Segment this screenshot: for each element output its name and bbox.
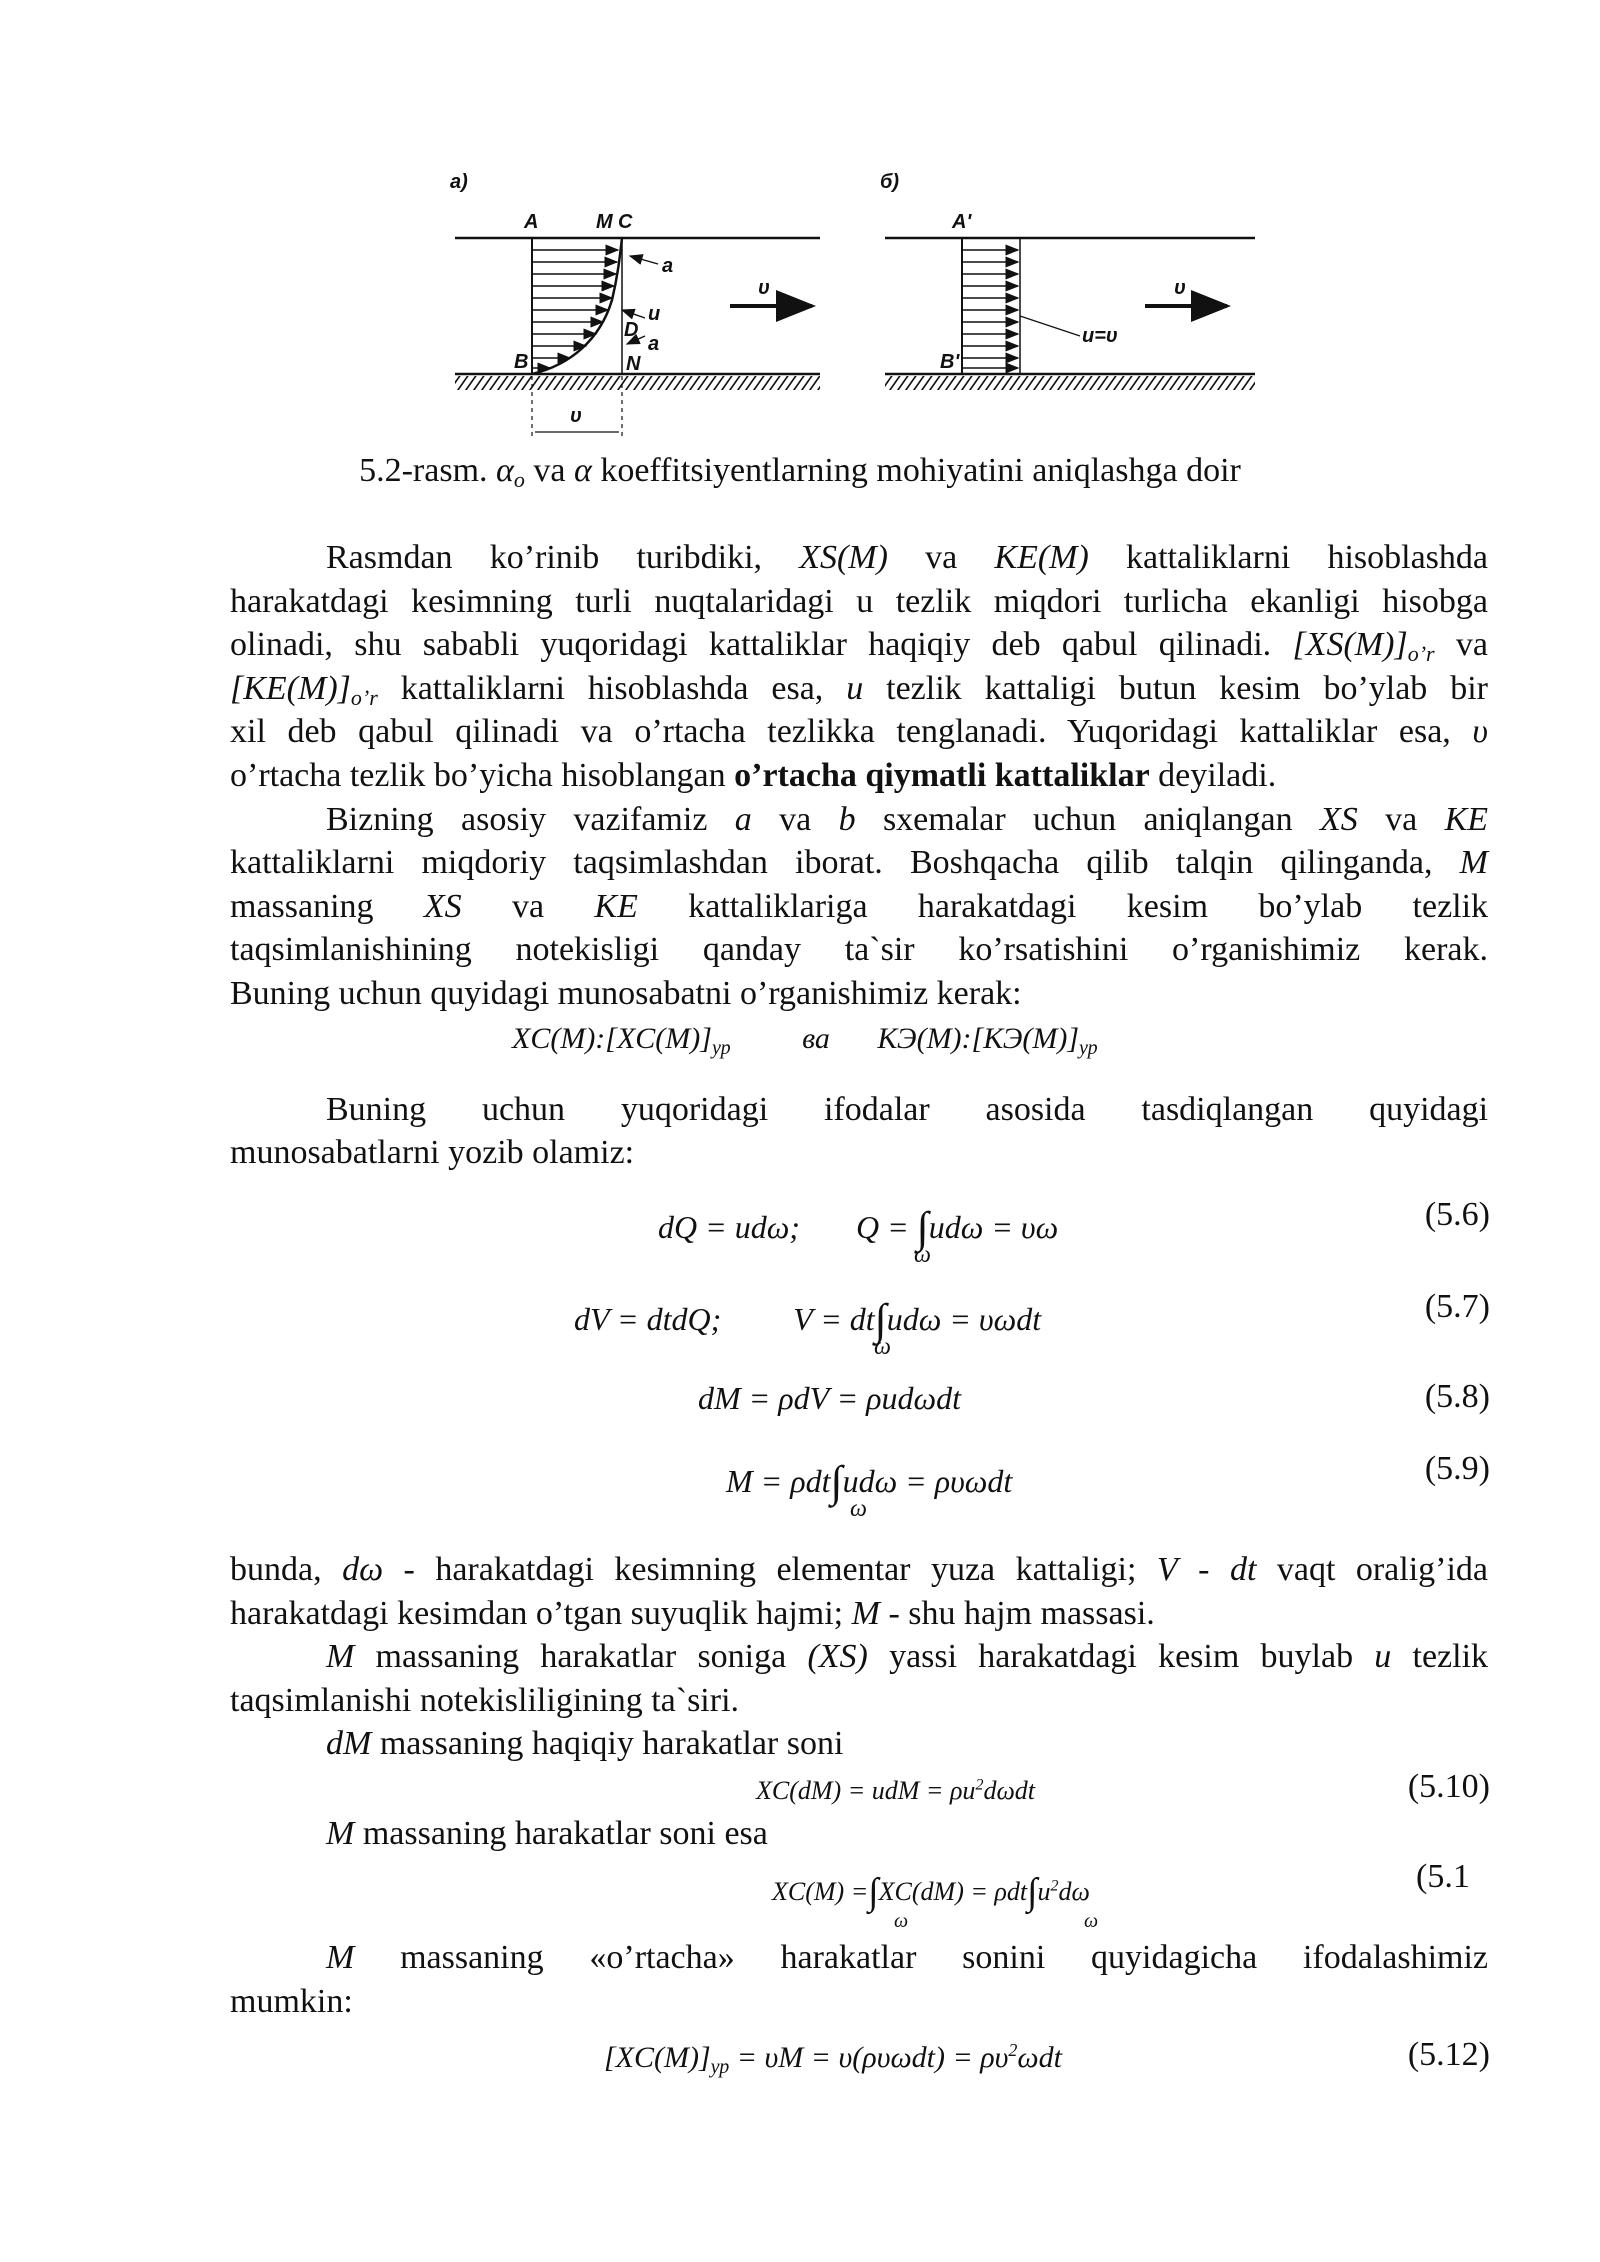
panel-b: [880, 171, 1255, 390]
equation-5-9: M = ρdt∫udω = ρυωdt: [726, 1457, 1013, 1506]
arrow-a-bottom-label: a: [648, 333, 660, 355]
equation-5-9-number: (5.9): [1424, 1450, 1490, 1487]
equation-5-12-number: (5.12): [1407, 2036, 1490, 2073]
point-c-label: C: [618, 211, 633, 233]
p1-line5: xil deb qabul qilinadi va o’rtacha tezlikka tenglanadi. Yuqoridagi kattaliklar esa, υ: [230, 713, 1488, 750]
caption-alpha0-sub: o: [513, 467, 525, 492]
equation-5-8-number: (5.8): [1424, 1378, 1490, 1415]
arrow-a-top-label: a: [662, 255, 674, 277]
velocity-arrows-b: [962, 250, 1018, 368]
p3-line2: munosabatlarni yozib olamiz:: [230, 1134, 635, 1171]
point-a-prime-label: A': [952, 211, 972, 233]
equation-5-6-omega: ω: [914, 1242, 931, 1268]
p1-line6: o’rtacha tezlik bo’yicha hisoblangan o’rtacha qiymatli kattaliklar deyiladi.: [230, 757, 1277, 794]
caption-va: va: [533, 452, 566, 489]
point-n-label: N: [626, 353, 641, 375]
p7-line: M massaning harakatlar soni esa: [326, 1815, 768, 1852]
figure-velocity-distribution: [440, 150, 1280, 460]
p1-line1: Rasmdan ko’rinib turibdiki, XS(M) va KE(M) kattaliklarni hisoblashda: [326, 539, 1488, 576]
p4-line2: harakatdagi kesimdan o’tgan suyuqlik hajmi; M - shu hajm massasi.: [230, 1595, 1155, 1632]
p4-line1: bunda, dω - harakatdagi kesimning elementar yuza kattaligi; V - dt vaqt oralig’ida: [230, 1551, 1489, 1588]
figure-caption: [0, 452, 1600, 493]
arrow-u-label: u: [648, 303, 661, 325]
p6-line: dM massaning haqiqiy harakatlar soni: [326, 1725, 844, 1762]
equation-5-8: dM = ρdV = ρudωdt: [698, 1380, 962, 1416]
point-d-label: D: [624, 319, 639, 341]
equation-5-7-omega: ω: [874, 1334, 891, 1360]
equation-5-11-omega-1: ω: [894, 1910, 909, 1932]
point-m-label: M: [596, 211, 613, 233]
equation-5-6: dQ = udω; Q = ∫udω = υω: [658, 1203, 1059, 1252]
caption-prefix: 5.2-rasm.: [359, 452, 488, 489]
p3-line1: Buning uchun yuqoridagi ifodalar asosida tasdiqlangan quyidagi: [326, 1091, 1489, 1128]
p2-line2: kattaliklarni miqdoriy taqsimlashdan iborat. Boshqacha qilib talqin qilinganda, M: [230, 844, 1488, 881]
panel-a: [450, 171, 820, 440]
p8-line2: mumkin:: [230, 1983, 353, 2020]
p1-line3: olinadi, shu sababli yuqoridagi kattaliklar haqiqiy deb qabul qilinadi. $[XS(M)]_{o’r}$ va: [230, 626, 1488, 666]
p1-line2: harakatdagi kesimning turli nuqtalaridagi u tezlik miqdori turlicha ekanligi hisobga: [230, 583, 1488, 620]
equation-5-10: XC(dM) = udM = $\rho u^2d\omega dt$: [756, 1776, 1036, 1805]
p2-line3: massaning XS va KE kattaliklariga harakatdagi kesim bo’ylab tezlik: [230, 888, 1489, 925]
equation-5-10-number: (5.10): [1407, 1768, 1490, 1805]
velocity-arrows-a: [532, 250, 618, 368]
p1-line4: $[KE(M)]_{o’r}$ kattaliklarni hisoblashda esa, u tezlik kattaligi butun kesim bo’ylab bir: [230, 670, 1488, 710]
equation-5-7-number: (5.7): [1424, 1288, 1490, 1325]
u-equals-v-label: u=υ: [1082, 325, 1118, 347]
equation-5-9-omega: ω: [850, 1496, 867, 1522]
equation-5-11: $XC(M) =\int XC(dM) = \rho dt\int u^2d\omega$: [772, 1871, 1090, 1913]
point-a-label: A: [524, 211, 539, 233]
equation-5-7: dV = dtdQ; V = dt∫udω = υωdt: [574, 1295, 1042, 1344]
point-b-prime-label: B': [940, 351, 960, 373]
panel-a-label: а): [450, 171, 468, 193]
point-b-label: B: [514, 351, 529, 373]
equation-5-11-number: (5.1: [1416, 1858, 1470, 1895]
equation-5-12: $[XC(M)]_{ур} = \upsilon M = \upsilon(\rho\upsilon\omega dt) = \rho\upsilon^2\omega dt$: [604, 2040, 1062, 2078]
caption-alpha: α: [573, 452, 592, 489]
flow-v-label-b: υ: [1174, 277, 1186, 299]
p5-line1: M massaning harakatlar soniga (XS) yassi harakatdagi kesim buylab u tezlik: [326, 1638, 1489, 1675]
p2-line1: Bizning asosiy vazifamiz a va b sxemalar uchun aniqlangan XS va KE: [326, 801, 1489, 838]
panel-b-label: б): [880, 171, 900, 193]
p2-line5: Buning uchun quyidagi munosabatni o’rganishimiz kerak:: [230, 975, 1022, 1012]
equation-5-11-omega-2: ω: [1084, 1910, 1099, 1932]
p5-line2: taqsimlanishi notekisliligining ta`siri.: [230, 1682, 740, 1719]
p2-line4: taqsimlanishining notekisligi qanday ta`sir ko’rsatishini o’rganishimiz kerak.: [230, 931, 1489, 968]
p8-line1: M massaning «o’rtacha» harakatlar sonini quyidagicha ifodalashimiz: [326, 1939, 1489, 1976]
caption-rest: koeffitsiyentlarning mohiyatini aniqlashga doir: [600, 452, 1241, 489]
caption-alpha0: α: [496, 452, 514, 489]
relation-formula: $XC(M):[XC(M)]_{ур}$ ва $КЭ(M):[КЭ(M)]_{ур}$: [512, 1022, 1098, 1059]
flow-v-label-a: υ: [758, 277, 770, 299]
equation-5-6-number: (5.6): [1424, 1196, 1490, 1233]
dimension-v-label: υ: [570, 405, 582, 427]
